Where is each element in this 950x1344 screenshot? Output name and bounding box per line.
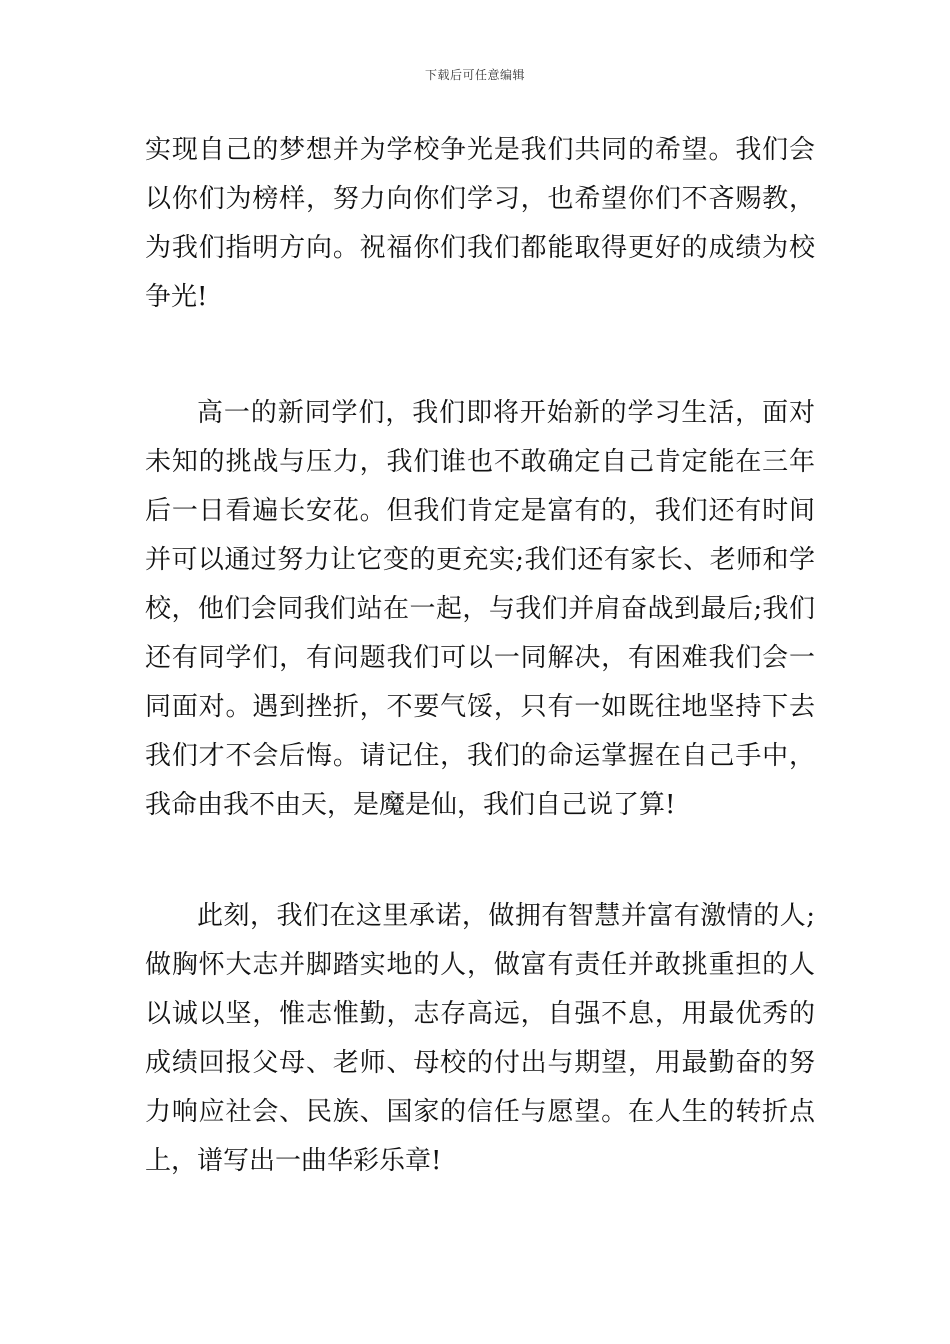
paragraph-2: 高一的新同学们，我们即将开始新的学习生活，面对未知的挑战与压力，我们谁也不敢确定自己肯定能在三年后一日看遍长安花。但我们肯定是富有的，我们还有时间并可以通过努力让它变的更充实;我们还有家长、老师和学校，他们会同我们站在一起，与我们并肩奋战到最后;我们还有同学们，有问题我们可以一同解决，有困难我们会一同面对。遇到挫折，不要气馁，只有一如既往地坚持下去我们才不会后悔。请记住，我们的命运掌握在自己手中，我命由我不由天，是魔是仙，我们自己说了算!	[145, 398, 815, 820]
paragraph-1: 实现自己的梦想并为学校争光是我们共同的希望。我们会以你们为榜样，努力向你们学习，也希望你们不吝赐教，为我们指明方向。祝福你们我们都能取得更好的成绩为校争光!	[145, 135, 815, 312]
document-body	[145, 126, 815, 1186]
header-note: 下载后可任意编辑	[424, 68, 525, 82]
paragraph-spacer	[145, 830, 815, 892]
paragraph-3: 此刻，我们在这里承诺，做拥有智慧并富有激情的人;做胸怀大志并脚踏实地的人，做富有责任并敢挑重担的人以诚以坚，惟志惟勤，志存高远，自强不息，用最优秀的成绩回报父母、老师、母校的付出与期望，用最勤奋的努力响应社会、民族、国家的信任与愿望。在人生的转折点上，谱写出一曲华彩乐章!	[145, 901, 815, 1176]
paragraph-spacer	[145, 322, 815, 389]
